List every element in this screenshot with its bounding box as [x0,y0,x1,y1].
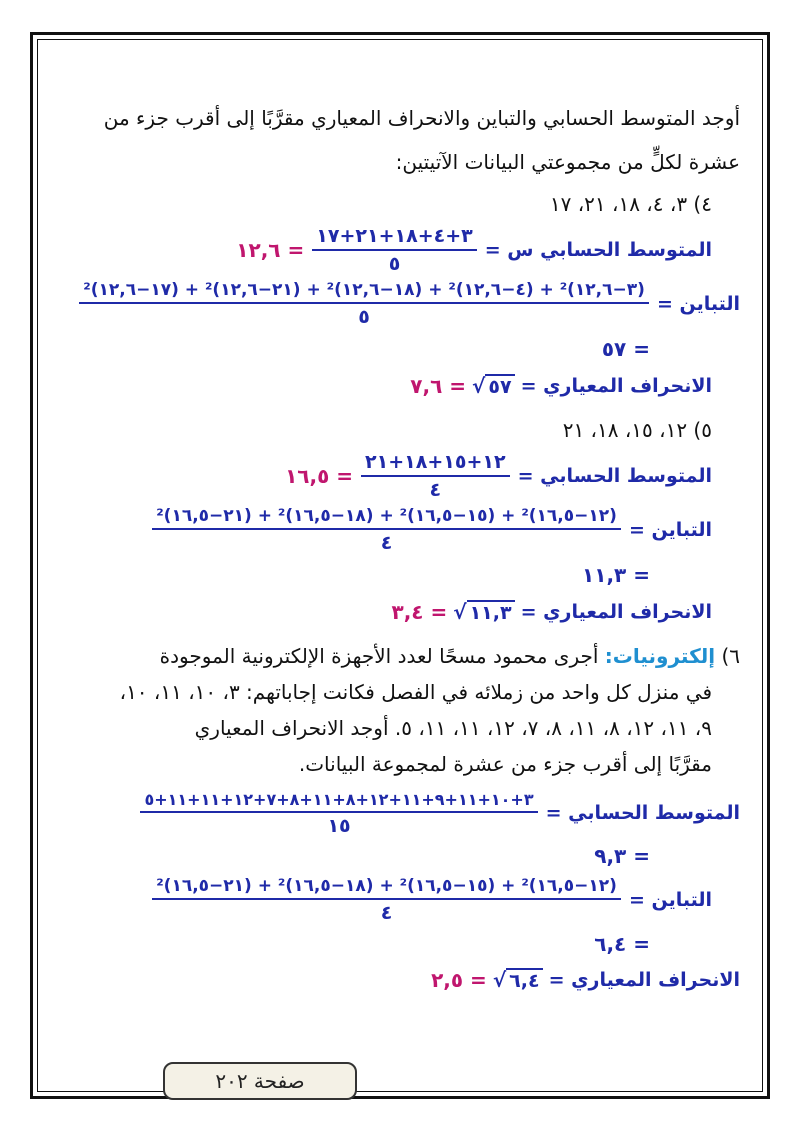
problem-6-text [60,638,740,782]
p5-mean-row [60,450,740,502]
p6-variance-label: التباين = [628,889,712,911]
problem-4-header: ٤) ٣، ٤، ١٨، ٢١، ١٧ [549,192,712,216]
p5-mean-result: = ١٦,٥ [285,464,354,488]
p6-mean-denominator: ١٥ [327,814,351,837]
problem-6-text-4: مقرَّبًا إلى أقرب جزء من عشرة لمجموعة البيانات. [298,752,712,776]
intro-line-1: أوجد المتوسط الحسابي والتباين والانحراف المعياري مقرَّبًا إلى أقرب جزء من [103,106,740,130]
p4-mean-denominator: ٥ [388,253,401,275]
problem-6-text-2: في منزل كل واحد من زملائه في الفصل فكانت إجاباتهم: ٣، ١٠، ١١، ١٠، [119,680,712,704]
p5-sd-radicand: ١١,٣ [467,600,515,624]
page-number-badge [163,1062,357,1100]
radical-sign: √ [453,600,467,624]
p6-sd-row [60,960,740,1000]
p4-sd-row [60,366,740,406]
p6-mean-value: = ٩,٣ [594,844,650,868]
p6-variance-denominator: ٤ [380,902,393,924]
problem-6-keyword: إلكترونيات: [604,644,716,668]
p5-variance-value: = ١١,٣ [582,563,650,587]
p6-mean-row [60,786,740,840]
p4-sd-sqrt [472,374,515,398]
problem-5-header: ٥) ١٢، ١٥، ١٨، ٢١ [562,418,712,442]
p4-variance-value: = ٥٧ [601,337,650,361]
p6-mean-value-row [60,840,740,872]
p6-mean-label: المتوسط الحسابي = [545,802,740,824]
p4-sd-label: الانحراف المعياري = [520,375,712,397]
p6-mean-fraction [140,790,537,837]
p6-variance-value-row [60,928,740,960]
p4-variance-fraction [79,280,649,328]
p6-variance-value: = ٦,٤ [594,932,650,956]
p5-sd-sqrt [453,600,514,624]
problem-6-text-3: ٩، ١١، ١٢، ٨، ١١، ٨، ٧، ١٢، ١١، ١١، ٥. أوجد الانحراف المعياري [194,716,712,740]
p5-sd-label: الانحراف المعياري = [520,601,712,623]
p6-sd-result: = ٢,٥ [431,968,487,992]
p5-variance-value-row [60,558,740,592]
radical-sign: √ [492,968,507,992]
p4-variance-numerator: (٣−١٢,٦)² + (٤−١٢,٦)² + (١٨−١٢,٦)² + (٢١−١٢,٦)² + (١٧−١٢,٦)² [79,280,649,304]
p5-mean-label: المتوسط الحسابي = [517,465,712,487]
p4-mean-numerator: ٣+٤+١٨+٢١+١٧ [312,225,477,251]
p4-variance-row [60,276,740,332]
p5-variance-row [60,502,740,558]
p4-variance-label: التباين = [656,293,740,315]
p5-variance-fraction [152,506,621,554]
p6-sd-radicand: ٦,٤ [506,968,542,992]
p4-variance-denominator: ٥ [358,306,370,328]
p4-mean-label: المتوسط الحسابي س = [484,239,712,261]
p4-mean-row [60,224,740,276]
p4-mean-fraction [312,225,477,275]
page-number-label: صفحة ٢٠٢ [215,1069,305,1093]
p6-variance-row [60,872,740,928]
p6-mean-numerator: ٣+١٠+١١+٩+١١+١٢+٨+١١+٨+٧+١٢+١١+١١+٥ [140,790,537,813]
p6-variance-numerator: (١٢−١٦,٥)² + (١٥−١٦,٥)² + (١٨−١٦,٥)² + (٢١−١٦,٥)² [152,876,621,900]
page-content [60,96,740,1000]
p4-mean-result: = ١٢,٦ [236,238,305,262]
p5-variance-numerator: (١٢−١٦,٥)² + (١٥−١٦,٥)² + (١٨−١٦,٥)² + (٢١−١٦,٥)² [152,506,621,530]
p4-sd-result: = ٧,٦ [410,374,467,398]
p5-variance-label: التباين = [628,519,712,541]
intro-line-2: عشرة لكلٍّ من مجموعتي البيانات الآتيتين: [395,150,740,174]
p5-sd-result: = ٣,٤ [391,600,448,624]
p5-mean-fraction [361,451,510,501]
p6-sd-label: الانحراف المعياري = [548,969,740,991]
p5-variance-denominator: ٤ [380,532,393,554]
p4-sd-radicand: ٥٧ [485,374,514,398]
p5-mean-denominator: ٤ [429,479,442,501]
problem-6-number: ٦) [721,644,740,668]
radical-sign: √ [472,374,486,398]
problem-6-text-1: أجرى محمود مسحًا لعدد الأجهزة الإلكترونية الموجودة [159,644,599,668]
p6-sd-sqrt [493,968,543,992]
p5-sd-row [60,592,740,632]
p6-variance-fraction [152,876,621,924]
p4-variance-value-row [60,332,740,366]
p5-mean-numerator: ١٢+١٥+١٨+٢١ [361,451,510,477]
